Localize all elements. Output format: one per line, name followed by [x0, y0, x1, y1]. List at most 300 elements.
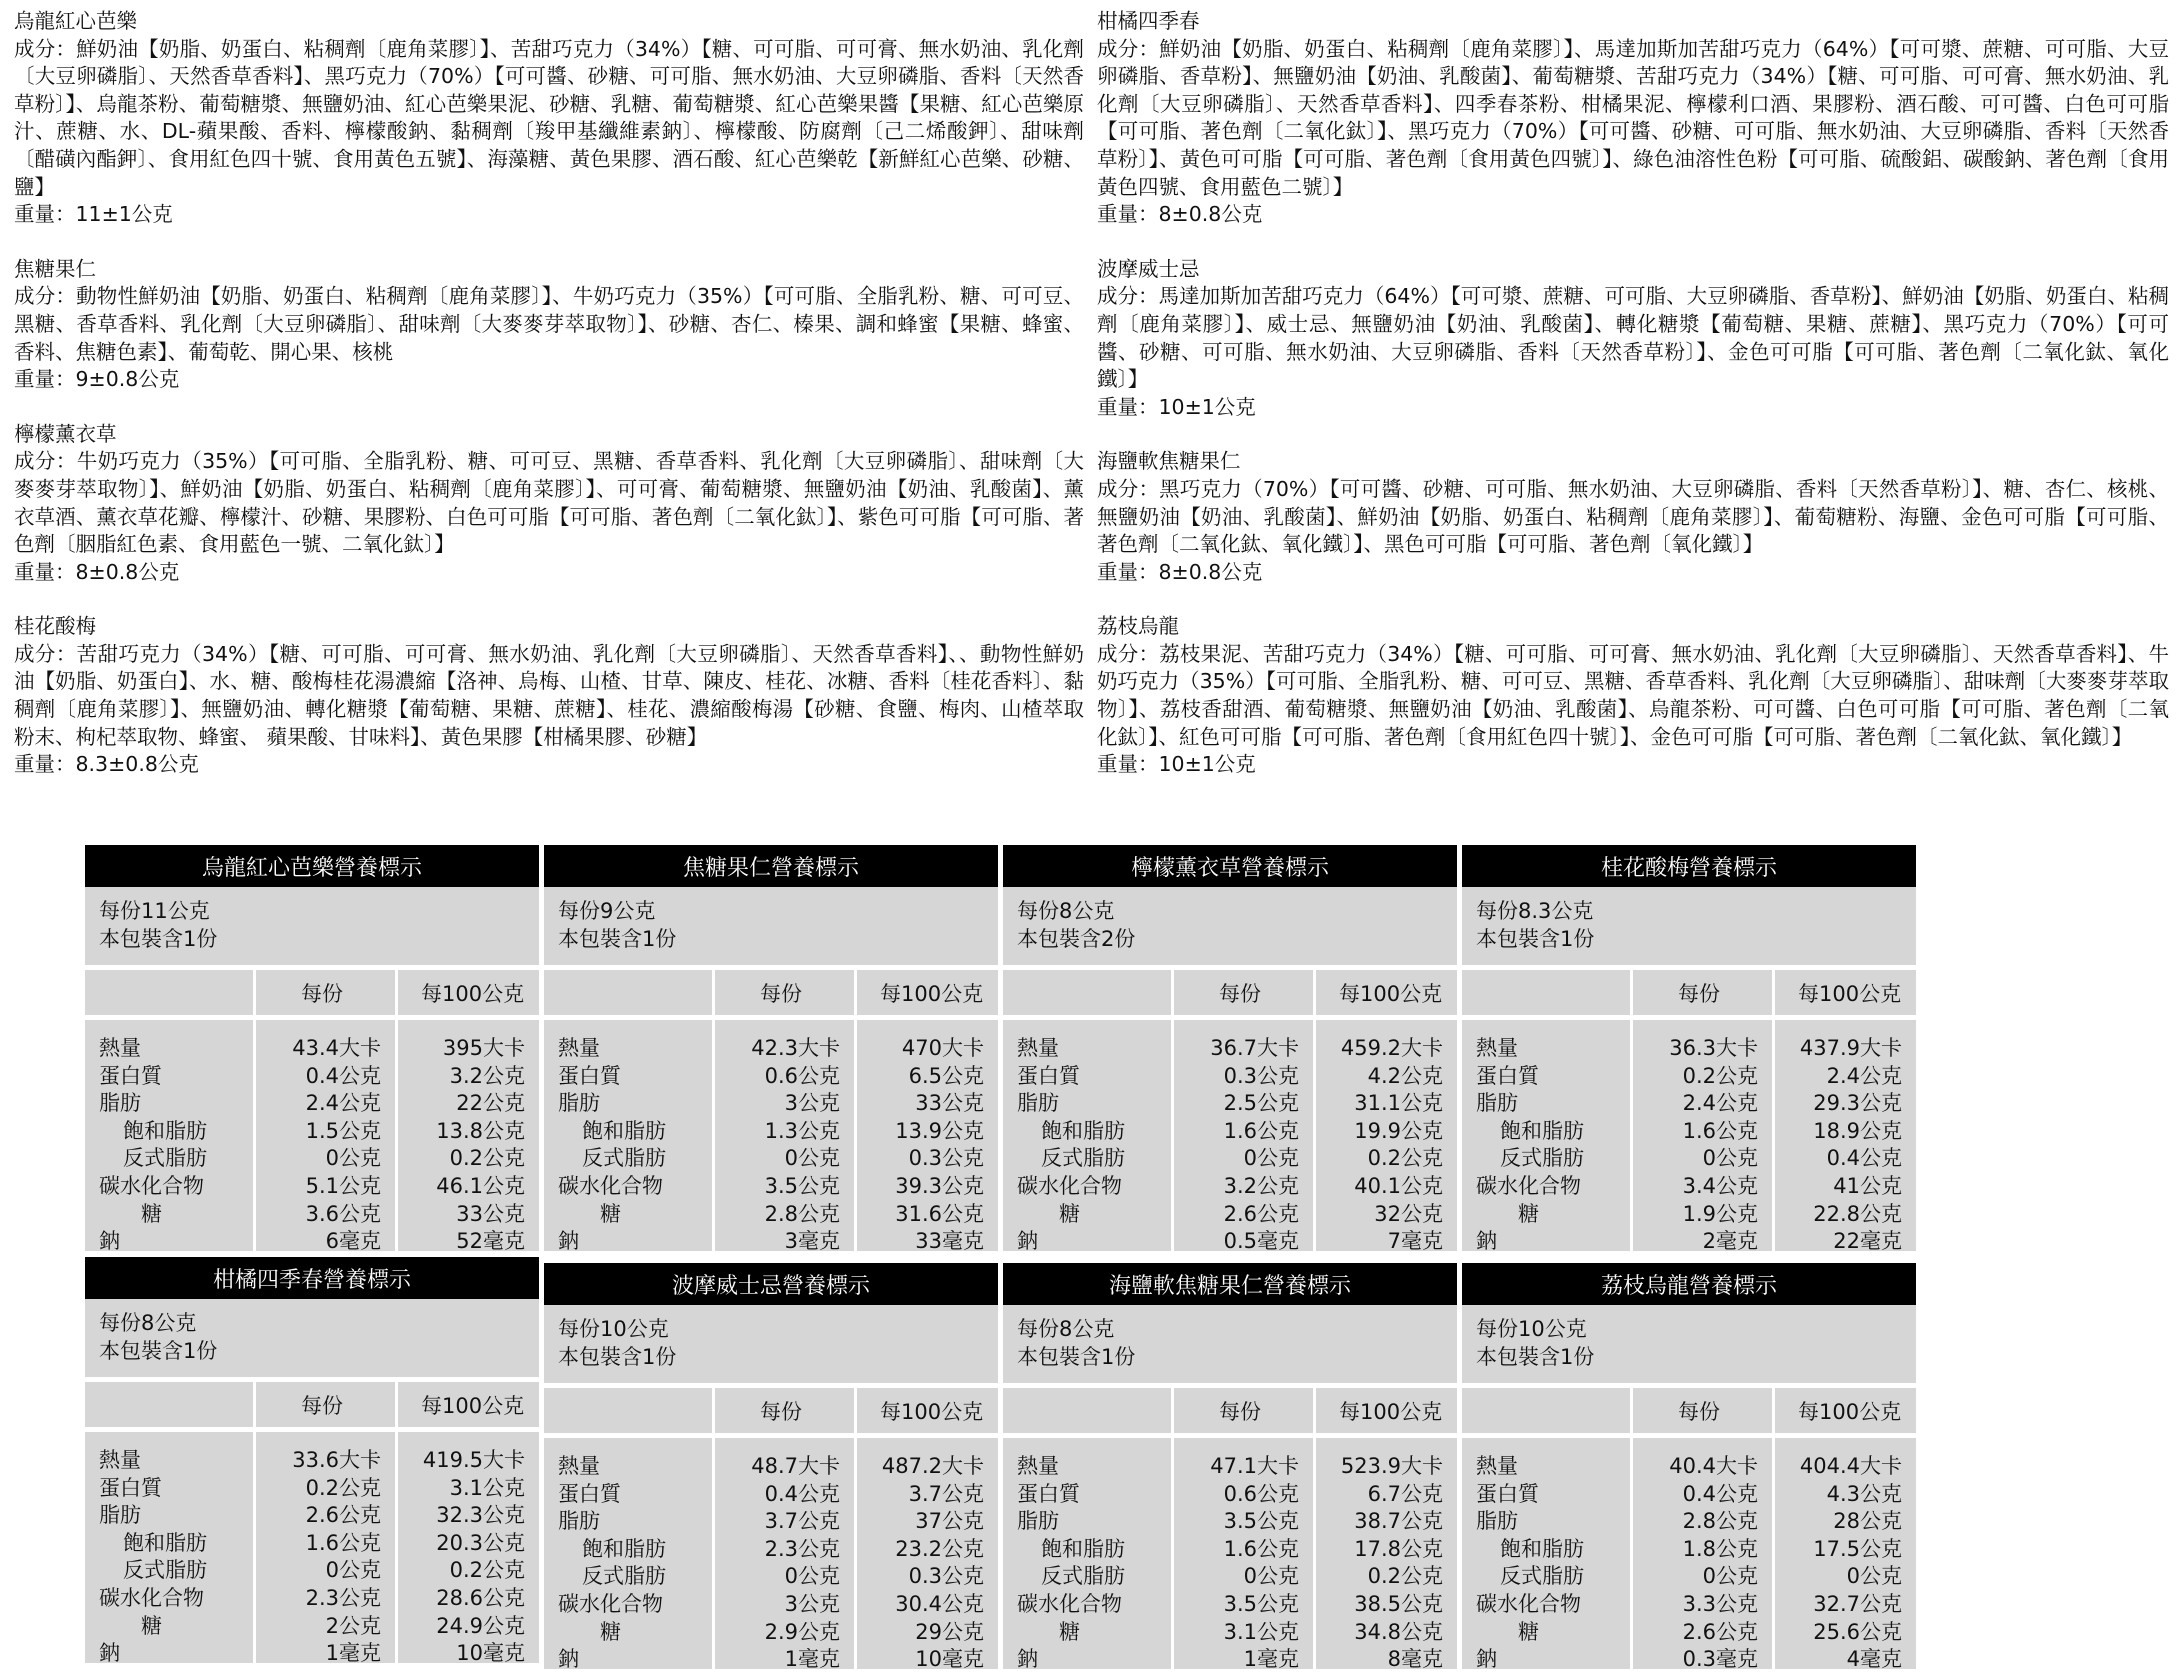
- servings-per-package: 本包裝含2份: [1017, 927, 1136, 951]
- nutrient-name: 飽和脂肪: [1041, 1118, 1125, 1143]
- per-100g-value: 28公克: [1833, 1509, 1902, 1534]
- per-100g-value: 10毫克: [915, 1647, 984, 1672]
- per-serving-value: 1毫克: [784, 1647, 840, 1672]
- per-serving-value: 2公克: [325, 1613, 381, 1638]
- nutrient-name: 反式脂肪: [1500, 1564, 1584, 1589]
- nutrient-rows: [544, 1438, 998, 1672]
- nutrient-name: 糖: [1518, 1201, 1539, 1226]
- per-serving-value: 5.1公克: [305, 1174, 381, 1198]
- nutrient-name: 碳水化合物: [99, 1586, 204, 1610]
- nutrition-panel-title: 檸檬薰衣草營養標示: [1003, 845, 1457, 887]
- nutrient-row-sugar: [1003, 1616, 1457, 1644]
- per-serving-value: 0.6公克: [1223, 1481, 1299, 1506]
- column-header-row: [1003, 1388, 1457, 1433]
- nutrient-row-sat-fat: [1462, 1115, 1916, 1143]
- nutrient-name: 熱量: [1476, 1036, 1518, 1060]
- nutrient-rows: [544, 1020, 998, 1254]
- nutrient-row-trans-fat: [1003, 1560, 1457, 1588]
- per-serving-value: 36.7大卡: [1210, 1036, 1299, 1060]
- per-serving-value: 3.5公克: [1223, 1592, 1299, 1616]
- per-serving-value: 3.5公克: [1223, 1509, 1299, 1534]
- per-100g-value: 46.1公克: [436, 1174, 525, 1198]
- serving-size: 每份8公克: [1017, 1317, 1115, 1341]
- nutrient-row-sugar: [544, 1198, 998, 1226]
- nutrient-row-carbs: [1462, 1588, 1916, 1616]
- nutrient-row-calories: [1462, 1450, 1916, 1478]
- nutrient-name: 熱量: [558, 1036, 600, 1060]
- per-100g-value: 34.8公克: [1354, 1619, 1443, 1644]
- net-weight: 重量：10±1公克: [1097, 394, 1256, 419]
- per-serving-value: 0.2公克: [1682, 1063, 1758, 1088]
- per-serving-header: 每份: [301, 982, 343, 1006]
- per-100g-value: 470大卡: [901, 1036, 984, 1060]
- per-100g-value: 0公克: [1846, 1564, 1902, 1589]
- per-serving-value: 2.8公克: [764, 1201, 840, 1226]
- column-divider: [854, 1388, 857, 1669]
- ingredient-list: 成分：牛奶巧克力（35%）【可可脂、全脂乳粉、糖、可可豆、黑糖、香草香料、乳化劑〔大豆卵磷脂〕、甜味劑〔大麥麥芽萃取物〕】、鮮奶油【奶脂、奶蛋白、粘稠劑〔鹿角菜膠〕】、可可膏、葡萄糖漿、無鹽奶油【奶油、乳酸菌】、薰衣草酒、薰衣草花瓣、檸檬汁、砂糖、果膠粉、白色可可脂【可可脂、著色劑〔二氧化鈦〕】、紫色可可脂【可可脂、著色劑〔胭脂紅色素、食用藍色一號、二氧化鈦〕】: [14, 449, 1084, 557]
- nutrient-row-protein: [544, 1478, 998, 1506]
- servings-per-package: 本包裝含1份: [99, 1339, 218, 1363]
- column-divider: [253, 1382, 256, 1663]
- flavor-name: 烏龍紅心芭樂: [14, 9, 137, 33]
- nutrient-name: 熱量: [99, 1036, 141, 1060]
- per-100g-header: 每100公克: [1339, 982, 1443, 1006]
- per-serving-value: 0公克: [1702, 1564, 1758, 1589]
- per-100g-value: 28.6公克: [436, 1586, 525, 1610]
- flavor-name: 海鹽軟焦糖果仁: [1097, 449, 1241, 474]
- serving-info: [544, 1305, 998, 1383]
- per-100g-value: 0.3公克: [908, 1564, 984, 1589]
- nutrient-row-trans-fat: [85, 1554, 539, 1582]
- nutrient-name: 糖: [1059, 1619, 1080, 1644]
- per-serving-value: 3.5公克: [764, 1174, 840, 1198]
- nutrient-name: 飽和脂肪: [123, 1530, 207, 1555]
- per-serving-value: 1.6公克: [305, 1530, 381, 1555]
- per-100g-value: 0.4公克: [1826, 1146, 1902, 1171]
- per-100g-value: 32公克: [1374, 1201, 1443, 1226]
- per-serving-header: 每份: [1678, 982, 1720, 1006]
- column-header-row: [1462, 970, 1916, 1015]
- column-divider: [1772, 1388, 1775, 1669]
- per-100g-value: 31.6公克: [895, 1201, 984, 1226]
- nutrient-name: 脂肪: [99, 1503, 141, 1528]
- per-serving-value: 40.4大卡: [1669, 1454, 1758, 1478]
- nutrient-row-trans-fat: [1462, 1142, 1916, 1170]
- nutrient-row-sugar: [1462, 1198, 1916, 1226]
- per-serving-value: 0公克: [784, 1146, 840, 1171]
- nutrient-row-calories: [85, 1444, 539, 1472]
- nutrient-row-fat: [85, 1499, 539, 1527]
- per-serving-value: 0公克: [1702, 1146, 1758, 1171]
- serving-info: [85, 1299, 539, 1377]
- per-100g-header: 每100公克: [880, 982, 984, 1006]
- nutrient-row-sat-fat: [544, 1533, 998, 1561]
- per-100g-value: 17.5公克: [1813, 1536, 1902, 1561]
- nutrient-name: 碳水化合物: [1017, 1174, 1122, 1198]
- per-100g-value: 8毫克: [1387, 1647, 1443, 1672]
- per-serving-value: 1.6公克: [1223, 1118, 1299, 1143]
- ingredient-block: [1097, 613, 2169, 779]
- servings-per-package: 本包裝含1份: [1017, 1345, 1136, 1369]
- per-100g-value: 0.2公克: [449, 1146, 525, 1171]
- per-serving-value: 3公克: [784, 1592, 840, 1616]
- nutrition-panel: [1462, 845, 1916, 1254]
- per-serving-value: 2毫克: [1702, 1229, 1758, 1254]
- per-100g-header: 每100公克: [880, 1400, 984, 1424]
- per-100g-value: 10毫克: [456, 1641, 525, 1666]
- nutrient-row-sat-fat: [1003, 1533, 1457, 1561]
- ingredient-list: 成分：馬達加斯加苦甜巧克力（64%）【可可漿、蔗糖、可可脂、大豆卵磷脂、香草粉】、鮮奶油【奶脂、奶蛋白、粘稠劑〔鹿角菜膠〕】、威士忌、無鹽奶油【奶油、乳酸菌】、轉化糖漿【葡萄糖、果糖、蔗糖】、黑巧克力（70%）【可可醬、砂糖、可可脂、無水奶油、大豆卵磷脂、香料〔天然香草粉〕】、金色可可脂【可可脂、著色劑〔二氧化鈦、氧化鐵〕】: [1097, 284, 2169, 392]
- per-100g-value: 38.7公克: [1354, 1509, 1443, 1534]
- nutrient-name: 碳水化合物: [1476, 1592, 1581, 1616]
- nutrient-row-sugar: [85, 1198, 539, 1226]
- ingredient-block: [1097, 8, 2169, 229]
- per-serving-value: 0.3毫克: [1682, 1647, 1758, 1672]
- per-100g-value: 20.3公克: [436, 1530, 525, 1555]
- per-100g-header: 每100公克: [1339, 1400, 1443, 1424]
- per-100g-value: 31.1公克: [1354, 1091, 1443, 1116]
- nutrient-name: 反式脂肪: [582, 1146, 666, 1171]
- column-header-row: [544, 1388, 998, 1433]
- per-serving-value: 3.2公克: [1223, 1174, 1299, 1198]
- per-serving-header: 每份: [1219, 982, 1261, 1006]
- column-divider: [395, 1382, 398, 1663]
- ingredients-left-column: [14, 8, 1084, 806]
- per-100g-value: 523.9大卡: [1340, 1454, 1443, 1478]
- nutrient-name: 熱量: [1017, 1036, 1059, 1060]
- nutrient-name: 飽和脂肪: [1500, 1118, 1584, 1143]
- nutrient-name: 反式脂肪: [1500, 1146, 1584, 1171]
- per-serving-value: 0.3公克: [1223, 1063, 1299, 1088]
- nutrient-row-trans-fat: [1462, 1560, 1916, 1588]
- ingredient-block: [14, 421, 1084, 587]
- per-100g-value: 41公克: [1833, 1174, 1902, 1198]
- per-serving-value: 0公克: [325, 1146, 381, 1171]
- per-100g-value: 0.2公克: [1367, 1564, 1443, 1589]
- nutrient-row-sat-fat: [544, 1115, 998, 1143]
- nutrient-row-trans-fat: [544, 1142, 998, 1170]
- nutrient-row-fat: [85, 1087, 539, 1115]
- ingredient-list: 成分：荔枝果泥、苦甜巧克力（34%）【糖、可可脂、可可膏、無水奶油、乳化劑〔大豆卵磷脂〕、天然香草香料】、牛奶巧克力（35%）【可可脂、全脂乳粉、糖、可可豆、黑糖、香草香料、乳化劑〔大豆卵磷脂〕、甜味劑〔大麥麥芽萃取物〕】、荔枝香甜酒、葡萄糖漿、無鹽奶油【奶油、乳酸菌】、烏龍茶粉、可可醬、白色可可脂【可可脂、著色劑〔二氧化鈦〕】、紅色可可脂【可可脂、著色劑〔食用紅色四十號〕】、金色可可脂【可可脂、著色劑〔二氧化鈦、氧化鐵〕】: [1097, 641, 2169, 749]
- nutrient-name: 鈉: [558, 1229, 579, 1254]
- nutrition-panel-title: 柑橘四季春營養標示: [85, 1257, 539, 1299]
- serving-size: 每份10公克: [1476, 1317, 1587, 1341]
- ingredient-list: 成分：苦甜巧克力（34%）【糖、可可脂、可可膏、無水奶油、乳化劑〔大豆卵磷脂〕、天然香草香料】、、動物性鮮奶油【奶脂、奶蛋白】、水、糖、酸梅桂花湯濃縮【洛神、烏梅、山楂、甘草、陳皮、桂花、冰糖、香料〔桂花香料〕、黏稠劑〔鹿角菜膠〕】、無鹽奶油、轉化糖漿【葡萄糖、果糖、蔗糖】、桂花、濃縮酸梅湯【砂糖、食鹽、梅肉、山楂萃取粉末、枸杞萃取物、蜂蜜、 蘋果酸、甘味料】、黃色果膠【柑橘果膠、砂糖】: [14, 641, 1084, 749]
- flavor-name: 波摩威士忌: [1097, 256, 1200, 281]
- nutrient-name: 碳水化合物: [558, 1592, 663, 1616]
- nutrition-panel-title: 烏龍紅心芭樂營養標示: [85, 845, 539, 887]
- per-100g-value: 404.4大卡: [1799, 1454, 1902, 1478]
- nutrition-panel: [544, 1263, 998, 1672]
- nutrient-name: 蛋白質: [99, 1063, 162, 1088]
- per-100g-header: 每100公克: [1798, 1400, 1902, 1424]
- column-divider: [1630, 1388, 1633, 1669]
- serving-size: 每份8公克: [1017, 899, 1115, 923]
- per-serving-header: 每份: [301, 1394, 343, 1418]
- serving-size: 每份11公克: [99, 899, 210, 923]
- nutrient-name: 熱量: [1476, 1454, 1518, 1478]
- column-divider: [1630, 970, 1633, 1251]
- per-100g-value: 52毫克: [456, 1229, 525, 1254]
- nutrient-name: 脂肪: [1476, 1509, 1518, 1534]
- per-serving-value: 2.5公克: [1223, 1091, 1299, 1116]
- nutrient-row-fat: [544, 1505, 998, 1533]
- ingredient-block: [14, 613, 1084, 779]
- per-serving-header: 每份: [1219, 1400, 1261, 1424]
- column-header-row: [544, 970, 998, 1015]
- nutrient-name: 反式脂肪: [1041, 1146, 1125, 1171]
- flavor-name: 桂花酸梅: [14, 614, 96, 639]
- nutrient-rows: [1003, 1438, 1457, 1672]
- column-divider: [253, 970, 256, 1251]
- per-serving-value: 3.1公克: [1223, 1619, 1299, 1644]
- nutrient-name: 反式脂肪: [123, 1146, 207, 1171]
- per-100g-value: 22毫克: [1833, 1229, 1902, 1254]
- per-serving-value: 0.2公克: [305, 1475, 381, 1500]
- nutrient-row-carbs: [85, 1170, 539, 1198]
- per-100g-value: 33公克: [915, 1091, 984, 1116]
- nutrient-name: 脂肪: [1017, 1509, 1059, 1534]
- nutrient-row-carbs: [1003, 1588, 1457, 1616]
- ingredient-block: [14, 8, 1084, 229]
- per-100g-value: 37公克: [915, 1509, 984, 1534]
- ingredient-list: 成分：鮮奶油【奶脂、奶蛋白、粘稠劑〔鹿角菜膠〕】、馬達加斯加苦甜巧克力（64%）【可可漿、蔗糖、可可脂、大豆卵磷脂、香草粉】、無鹽奶油【奶油、乳酸菌】、葡萄糖漿、苦甜巧克力（34%）【糖、可可脂、可可膏、無水奶油、乳化劑〔大豆卵磷脂〕、天然香草香料】、四季春茶粉、柑橘果泥、檸檬利口酒、果膠粉、酒石酸、可可醬、白色可可脂【可可脂、著色劑〔二氧化鈦〕】、黑巧克力（70%）【可可醬、砂糖、可可脂、無水奶油、大豆卵磷脂、香料〔天然香草粉〕】、黃色可可脂【可可脂、著色劑〔食用黃色四號〕】、綠色油溶性色粉【可可脂、硫酸鋁、碳酸鈉、著色劑〔食用黃色四號、食用藍色二號〕】: [1097, 36, 2169, 199]
- nutrient-name: 鈉: [99, 1641, 120, 1666]
- per-serving-value: 3.7公克: [764, 1509, 840, 1534]
- net-weight: 重量：8.3±0.8公克: [14, 752, 199, 777]
- per-100g-value: 3.2公克: [449, 1063, 525, 1088]
- ingredient-list: 成分：黑巧克力（70%）【可可醬、砂糖、可可脂、無水奶油、大豆卵磷脂、香料〔天然香草粉〕】、糖、杏仁、核桃、無鹽奶油【奶油、乳酸菌】、鮮奶油【奶脂、奶蛋白、粘稠劑〔鹿角菜膠〕】、葡萄糖粉、海鹽、金色可可脂【可可脂、著色劑〔二氧化鈦、氧化鐵〕】、黑色可可脂【可可脂、著色劑〔氧化鐵〕】: [1097, 476, 2169, 557]
- nutrient-name: 脂肪: [99, 1091, 141, 1116]
- per-100g-value: 4.2公克: [1367, 1063, 1443, 1088]
- column-divider: [712, 970, 715, 1251]
- per-100g-value: 487.2大卡: [881, 1454, 984, 1478]
- per-serving-value: 2.3公克: [764, 1536, 840, 1561]
- nutrient-row-calories: [1003, 1450, 1457, 1478]
- nutrient-name: 鈉: [99, 1229, 120, 1254]
- per-serving-value: 2.6公克: [305, 1503, 381, 1528]
- per-100g-value: 30.4公克: [895, 1592, 984, 1616]
- nutrient-row-sodium: [1003, 1225, 1457, 1253]
- per-100g-value: 24.9公克: [436, 1613, 525, 1638]
- per-100g-value: 419.5大卡: [422, 1448, 525, 1472]
- per-100g-value: 4.3公克: [1826, 1481, 1902, 1506]
- nutrient-name: 鈉: [1017, 1229, 1038, 1254]
- serving-size: 每份9公克: [558, 899, 656, 923]
- per-100g-value: 33毫克: [915, 1229, 984, 1254]
- nutrient-rows: [85, 1432, 539, 1666]
- per-100g-value: 40.1公克: [1354, 1174, 1443, 1198]
- per-100g-value: 18.9公克: [1813, 1118, 1902, 1143]
- nutrient-name: 蛋白質: [558, 1063, 621, 1088]
- per-100g-value: 22公克: [456, 1091, 525, 1116]
- nutrient-row-calories: [1003, 1032, 1457, 1060]
- nutrient-name: 碳水化合物: [99, 1174, 204, 1198]
- nutrition-panel-title: 波摩威士忌營養標示: [544, 1263, 998, 1305]
- per-serving-header: 每份: [760, 982, 802, 1006]
- column-header-row: [1462, 1388, 1916, 1433]
- nutrient-name: 蛋白質: [558, 1481, 621, 1506]
- serving-info: [1003, 1305, 1457, 1383]
- nutrient-row-protein: [1462, 1478, 1916, 1506]
- per-serving-value: 1.5公克: [305, 1118, 381, 1143]
- nutrient-row-trans-fat: [544, 1560, 998, 1588]
- per-serving-value: 43.4大卡: [292, 1036, 381, 1060]
- nutrient-row-sugar: [85, 1610, 539, 1638]
- per-serving-value: 0.6公克: [764, 1063, 840, 1088]
- nutrient-row-protein: [1462, 1060, 1916, 1088]
- nutrient-row-sodium: [85, 1225, 539, 1253]
- nutrient-name: 反式脂肪: [1041, 1564, 1125, 1589]
- per-100g-value: 0.2公克: [1367, 1146, 1443, 1171]
- flavor-name: 荔枝烏龍: [1097, 614, 1179, 639]
- per-serving-value: 0公克: [784, 1564, 840, 1589]
- nutrient-row-sugar: [1462, 1616, 1916, 1644]
- nutrient-row-sat-fat: [85, 1115, 539, 1143]
- nutrient-row-trans-fat: [1003, 1142, 1457, 1170]
- per-serving-header: 每份: [1678, 1400, 1720, 1424]
- column-divider: [1313, 970, 1316, 1251]
- nutrient-name: 碳水化合物: [1476, 1174, 1581, 1198]
- nutrition-panel: [1462, 1263, 1916, 1672]
- per-100g-value: 33公克: [456, 1201, 525, 1226]
- ingredients-right-column: [1097, 8, 2169, 806]
- per-serving-value: 33.6大卡: [292, 1448, 381, 1472]
- per-serving-value: 6毫克: [325, 1229, 381, 1254]
- nutrition-panel: [1003, 1263, 1457, 1672]
- per-100g-header: 每100公克: [1798, 982, 1902, 1006]
- per-serving-value: 0公克: [1243, 1146, 1299, 1171]
- nutrition-facts-grid: [85, 845, 1921, 1672]
- serving-size: 每份8公克: [99, 1311, 197, 1335]
- per-100g-value: 13.8公克: [436, 1118, 525, 1143]
- nutrient-name: 反式脂肪: [123, 1558, 207, 1583]
- nutrition-panel: [85, 1257, 539, 1666]
- serving-size: 每份8.3公克: [1476, 899, 1594, 923]
- per-serving-value: 1.3公克: [764, 1118, 840, 1143]
- nutrient-rows: [1003, 1020, 1457, 1254]
- nutrient-name: 飽和脂肪: [123, 1118, 207, 1143]
- per-serving-value: 0公克: [325, 1558, 381, 1583]
- nutrient-row-fat: [1003, 1087, 1457, 1115]
- nutrient-name: 鈉: [1476, 1229, 1497, 1254]
- per-serving-value: 2.3公克: [305, 1586, 381, 1610]
- nutrient-name: 蛋白質: [99, 1475, 162, 1500]
- nutrient-name: 飽和脂肪: [1041, 1536, 1125, 1561]
- per-100g-value: 3.7公克: [908, 1481, 984, 1506]
- nutrient-name: 蛋白質: [1476, 1481, 1539, 1506]
- nutrient-row-carbs: [544, 1588, 998, 1616]
- per-100g-value: 29公克: [915, 1619, 984, 1644]
- nutrient-name: 蛋白質: [1017, 1063, 1080, 1088]
- per-serving-value: 3毫克: [784, 1229, 840, 1254]
- nutrition-panel-title: 桂花酸梅營養標示: [1462, 845, 1916, 887]
- per-serving-value: 0.5毫克: [1223, 1229, 1299, 1254]
- per-serving-value: 1毫克: [325, 1641, 381, 1666]
- per-100g-value: 6.7公克: [1367, 1481, 1443, 1506]
- per-serving-value: 1.6公克: [1223, 1536, 1299, 1561]
- nutrient-rows: [85, 1020, 539, 1254]
- nutrient-row-protein: [85, 1472, 539, 1500]
- nutrient-row-sodium: [544, 1225, 998, 1253]
- nutrient-row-sat-fat: [1003, 1115, 1457, 1143]
- per-serving-value: 47.1大卡: [1210, 1454, 1299, 1478]
- net-weight: 重量：11±1公克: [14, 202, 173, 227]
- nutrient-name: 反式脂肪: [582, 1564, 666, 1589]
- column-divider: [1772, 970, 1775, 1251]
- nutrient-name: 鈉: [558, 1647, 579, 1672]
- servings-per-package: 本包裝含1份: [1476, 927, 1595, 951]
- servings-per-package: 本包裝含1份: [1476, 1345, 1595, 1369]
- serving-info: [1003, 887, 1457, 965]
- per-serving-value: 36.3大卡: [1669, 1036, 1758, 1060]
- nutrient-row-calories: [544, 1032, 998, 1060]
- per-serving-value: 0.4公克: [764, 1481, 840, 1506]
- servings-per-package: 本包裝含1份: [558, 1345, 677, 1369]
- nutrient-row-sat-fat: [1462, 1533, 1916, 1561]
- nutrient-name: 鈉: [1017, 1647, 1038, 1672]
- nutrient-name: 鈉: [1476, 1647, 1497, 1672]
- serving-info: [85, 887, 539, 965]
- nutrient-row-carbs: [544, 1170, 998, 1198]
- per-100g-value: 25.6公克: [1813, 1619, 1902, 1644]
- nutrient-rows: [1462, 1438, 1916, 1672]
- per-100g-value: 23.2公克: [895, 1536, 984, 1561]
- nutrient-row-fat: [1462, 1505, 1916, 1533]
- nutrient-row-fat: [1003, 1505, 1457, 1533]
- per-serving-value: 1毫克: [1243, 1647, 1299, 1672]
- nutrient-row-sugar: [544, 1616, 998, 1644]
- nutrient-name: 熱量: [558, 1454, 600, 1478]
- per-serving-value: 2.9公克: [764, 1619, 840, 1644]
- flavor-name: 柑橘四季春: [1097, 9, 1200, 33]
- per-serving-value: 2.4公克: [305, 1091, 381, 1116]
- column-divider: [1171, 970, 1174, 1251]
- ingredient-block: [14, 256, 1084, 394]
- flavor-name: 檸檬薰衣草: [14, 421, 117, 446]
- nutrient-name: 脂肪: [558, 1509, 600, 1534]
- nutrient-row-fat: [1462, 1087, 1916, 1115]
- nutrient-name: 糖: [1518, 1619, 1539, 1644]
- nutrient-row-fat: [544, 1087, 998, 1115]
- serving-size: 每份10公克: [558, 1317, 669, 1341]
- per-serving-value: 2.8公克: [1682, 1509, 1758, 1534]
- nutrient-name: 糖: [1059, 1201, 1080, 1226]
- per-100g-value: 2.4公克: [1826, 1063, 1902, 1088]
- per-serving-value: 2.6公克: [1682, 1619, 1758, 1644]
- net-weight: 重量：8±0.8公克: [1097, 559, 1263, 584]
- nutrient-name: 脂肪: [1017, 1091, 1059, 1116]
- per-serving-value: 0.4公克: [305, 1063, 381, 1088]
- per-serving-value: 42.3大卡: [751, 1036, 840, 1060]
- column-header-row: [85, 1382, 539, 1427]
- nutrient-name: 糖: [600, 1201, 621, 1226]
- per-serving-value: 1.9公克: [1682, 1201, 1758, 1226]
- nutrition-panel-title: 海鹽軟焦糖果仁營養標示: [1003, 1263, 1457, 1305]
- per-serving-value: 3.6公克: [305, 1201, 381, 1226]
- nutrient-row-protein: [1003, 1478, 1457, 1506]
- column-divider: [1171, 1388, 1174, 1669]
- nutrient-row-protein: [544, 1060, 998, 1088]
- per-100g-value: 0.2公克: [449, 1558, 525, 1583]
- nutrient-row-sugar: [1003, 1198, 1457, 1226]
- servings-per-package: 本包裝含1份: [558, 927, 677, 951]
- per-serving-value: 2.4公克: [1682, 1091, 1758, 1116]
- column-divider: [395, 970, 398, 1251]
- ingredient-list: 成分：動物性鮮奶油【奶脂、奶蛋白、粘稠劑〔鹿角菜膠〕】、牛奶巧克力（35%）【可可脂、全脂乳粉、糖、可可豆、黑糖、香草香料、乳化劑〔大豆卵磷脂〕、甜味劑〔大麥麥芽萃取物〕】、砂糖、杏仁、榛果、調和蜂蜜【果糖、蜂蜜、香料、焦糖色素】、葡萄乾、開心果、核桃: [14, 284, 1084, 364]
- nutrient-row-sat-fat: [85, 1527, 539, 1555]
- nutrient-name: 熱量: [1017, 1454, 1059, 1478]
